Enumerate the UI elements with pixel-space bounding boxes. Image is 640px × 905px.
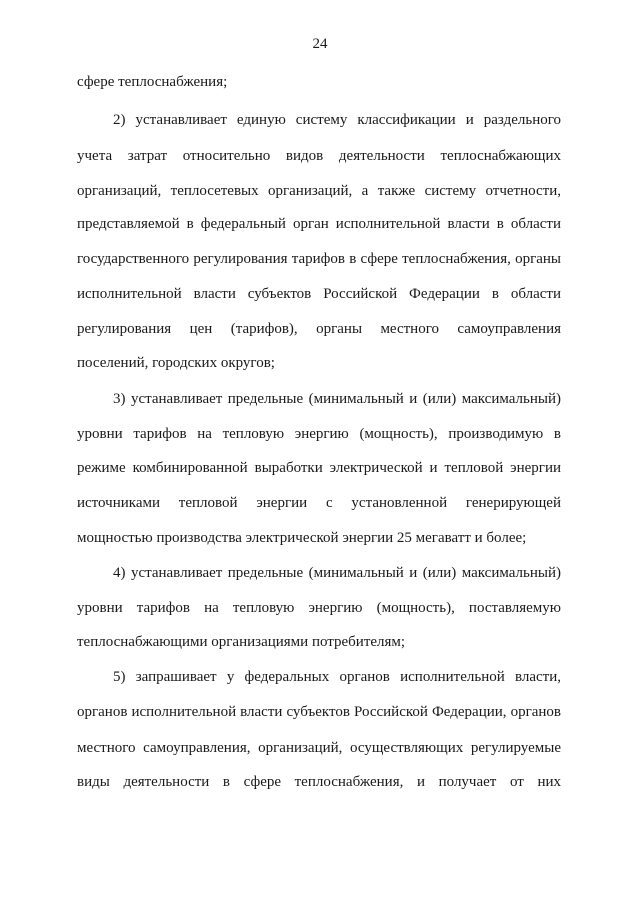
text-line: сфере теплоснабжения; — [77, 74, 228, 90]
page-number: 24 — [312, 36, 328, 52]
text-line: теплоснабжающими организациями потребителям; — [77, 634, 406, 650]
text-line: источниками тепловой энергии с установленной генерирующей — [77, 495, 561, 511]
text-line: организаций, теплосетевых организаций, а также систему отчетности, — [77, 183, 561, 199]
text-line: уровни тарифов на тепловую энергию (мощность), производимую в — [77, 426, 561, 442]
text-line: виды деятельности в сфере теплоснабжения, и получает от них — [77, 774, 561, 790]
text-line: 2) устанавливает единую систему классификации и раздельного — [113, 112, 561, 128]
text-line: мощностью производства электрической энергии 25 мегаватт и более; — [77, 530, 527, 546]
text-line: регулирования цен (тарифов), органы местного самоуправления — [77, 321, 561, 337]
text-line: режиме комбинированной выработки электрической и тепловой энергии — [77, 460, 561, 476]
text-line: 5) запрашивает у федеральных органов исполнительной власти, — [113, 669, 561, 685]
text-line: исполнительной власти субъектов Российской Федерации в области — [77, 286, 561, 302]
text-line: 4) устанавливает предельные (минимальный и (или) максимальный) — [113, 565, 561, 581]
text-line: органов исполнительной власти субъектов Российской Федерации, органов — [77, 704, 561, 720]
text-line: 3) устанавливает предельные (минимальный и (или) максимальный) — [113, 391, 561, 407]
text-line: представляемой в федеральный орган исполнительной власти в области — [77, 216, 561, 232]
text-line: государственного регулирования тарифов в сфере теплоснабжения, органы — [77, 251, 561, 267]
text-line: поселений, городских округов; — [77, 355, 275, 371]
text-line: учета затрат относительно видов деятельности теплоснабжающих — [77, 148, 561, 164]
text-line: местного самоуправления, организаций, осуществляющих регулируемые — [77, 740, 561, 756]
text-line: уровни тарифов на тепловую энергию (мощность), поставляемую — [77, 600, 561, 616]
